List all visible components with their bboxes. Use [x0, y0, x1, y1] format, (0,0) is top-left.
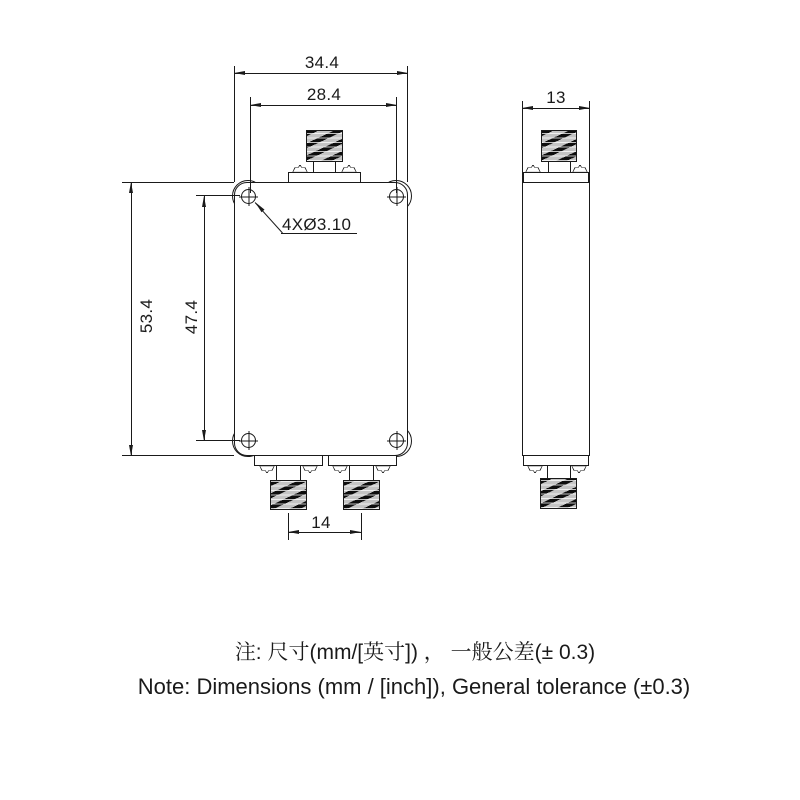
mounting-hole-bottom-left: [241, 433, 256, 448]
mounting-hole-bottom-right: [389, 433, 404, 448]
hole-callout-label: 4XØ3.10: [282, 215, 352, 234]
dimension-label-depth: 13: [546, 88, 566, 107]
dimension-arrow: [250, 103, 261, 107]
connector-threads: [306, 130, 343, 162]
dimension-line: [234, 73, 408, 74]
connector-flange: [288, 172, 361, 183]
connector-threads: [540, 478, 577, 509]
extension-line: [250, 97, 251, 193]
connector-threads: [541, 130, 577, 162]
connector-flange: [523, 172, 589, 183]
connector-threads: [343, 480, 380, 510]
hex-nut-bump: [341, 165, 357, 173]
extension-line: [522, 101, 523, 182]
dimension-arrow: [234, 71, 245, 75]
hex-nut-bump: [332, 465, 348, 473]
dimension-arrow: [386, 103, 397, 107]
connector-threads: [270, 480, 307, 510]
extension-line: [396, 97, 397, 193]
extension-line: [122, 455, 234, 456]
extension-line: [407, 66, 408, 182]
note-line-english: Note: Dimensions (mm / [inch]), General tolerance (±0.3): [137, 674, 691, 699]
dimension-label-output-spacing: 14: [311, 513, 331, 532]
extension-line: [234, 66, 235, 182]
extension-line: [122, 182, 234, 183]
connector-neck: [349, 465, 374, 481]
hex-nut-bump: [525, 165, 541, 173]
dimension-line: [131, 182, 132, 456]
hex-nut-bump: [259, 465, 275, 473]
hex-nut-bump: [302, 465, 318, 473]
dimension-label-hole-spacing-h: 28.4: [306, 85, 342, 104]
dimension-arrow: [129, 445, 133, 456]
connector-neck: [276, 465, 301, 481]
extension-line: [361, 513, 362, 540]
dimension-line: [204, 196, 205, 441]
dimension-label-hole-spacing-v: 47.4: [182, 299, 201, 335]
dimension-label-outer-width: 34.4: [304, 53, 340, 72]
hex-nut-bump: [527, 465, 543, 473]
hex-nut-bump: [572, 165, 588, 173]
hex-nut-bump: [571, 465, 587, 473]
note-line-chinese: 注: 尺寸(mm/[英寸]) ， 一般公差(± 0.3): [234, 641, 596, 664]
dimension-arrow: [202, 430, 206, 441]
side-view-housing-body: [522, 182, 590, 456]
dimension-arrow: [397, 71, 408, 75]
dimension-label-outer-height: 53.4: [137, 298, 156, 334]
hex-nut-bump: [375, 465, 391, 473]
dimension-line: [250, 105, 397, 106]
hex-nut-bump: [292, 165, 308, 173]
dimension-arrow: [129, 182, 133, 193]
dimension-arrow: [202, 196, 206, 207]
extension-line: [589, 101, 590, 182]
